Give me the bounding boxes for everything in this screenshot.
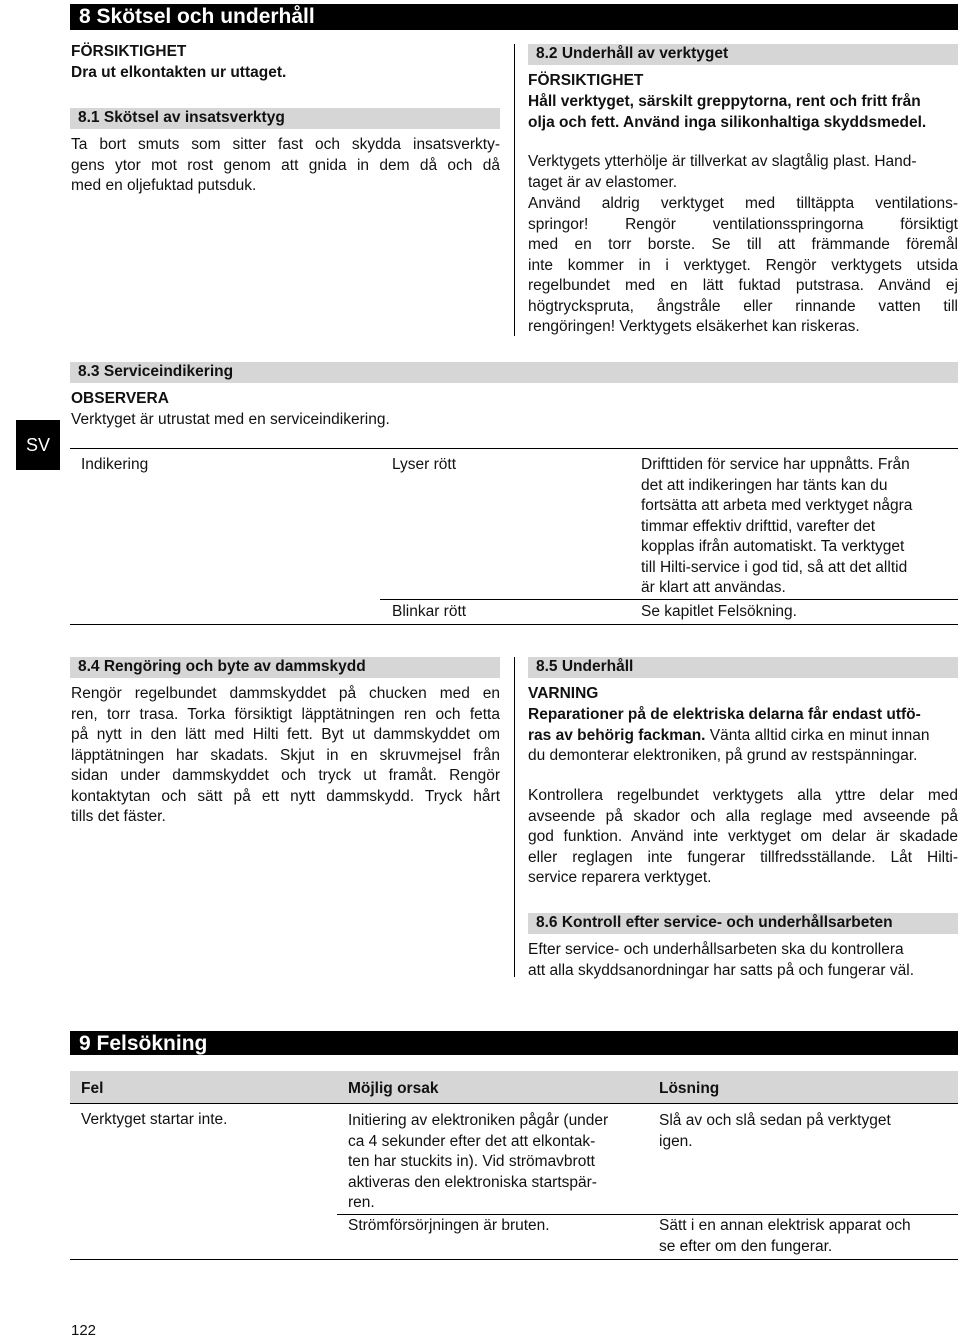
warning-bold-fragment: ras av behörig fackman. xyxy=(528,726,706,744)
service-table-row-rule xyxy=(380,599,958,600)
section-9-title: 9 Felsökning xyxy=(70,1031,958,1055)
column-divider-lower xyxy=(514,657,515,977)
section-8-4-text: Rengör regelbundet dammskyddet på chucken med en ren, torr trasa. Torka försiktigt läpptätningen ren och fetta på nytt in den lätt med Hilti fett. Byt ut dammskyddet om läpptätningen har skadats. Skjut in en skruvmejsel från sidan under dammskyddet och tryck ut framåt. Rengör kontaktytan och sätt på ett nytt dammskydd. Tryck hårt tills det fäster. xyxy=(71,685,500,825)
row-1-fault: Verktyget startar inte. xyxy=(81,1111,228,1128)
warning-rest-fragment: Vänta alltid cirka en minut innan xyxy=(705,726,930,744)
row-1-solution: Slå av och slå sedan på verktyget igen. xyxy=(659,1112,891,1150)
troubleshooting-header-row xyxy=(70,1071,958,1103)
service-row-1-description: Drifttiden för service har uppnåtts. Från det att indikeringen har tänts kan du fortsätta att arbeta med verktyget några timmar effektiv drifttid, varefter det kopplas ifrån automatiskt. Ta verktyget till Hilti-service i god tid, så att det alltid är klart att användas. xyxy=(641,456,913,596)
section-8-4-title: 8.4 Rengöring och byte av dammskydd xyxy=(70,657,500,678)
row-2-cause: Strömförsörjningen är bruten. xyxy=(348,1217,550,1234)
troubleshooting-row-rule xyxy=(337,1214,958,1215)
service-table-bottom-rule xyxy=(70,624,958,625)
section-8-1-title: 8.1 Skötsel av insatsverktyg xyxy=(70,108,500,129)
header-cause: Möjlig orsak xyxy=(348,1080,439,1097)
section-8-1-text: Ta bort smuts som sitter fast och skydda insatsverkty- gens ytor mot rost genom att gnida in dem då och då med en oljefuktad putsduk. xyxy=(71,136,500,194)
section-8-2-para2: Använd aldrig verktyget med tilltäppta ventilations- springor! Rengör ventilationsspringorna försiktigt med en torr borste. Se till att främmande föremål inte kommer in i verktyget. Rengör verktygets utsida regelbundet med en lätt fuktad putstrasa. Använd ej högtryckspruta, ångstråle eller rinnande vatten till rengöringen! Verktygets elsäkerhet kan riskeras. xyxy=(528,195,958,335)
section-8-3-title: 8.3 Serviceindikering xyxy=(70,362,958,383)
section-8-2-title: 8.2 Underhåll av verktyget xyxy=(528,44,958,65)
section-8-5-title: 8.5 Underhåll xyxy=(528,657,958,678)
language-tab: SV xyxy=(16,420,60,470)
service-row-1-state: Lyser rött xyxy=(392,456,457,473)
section-8-6-text: Efter service- och underhållsarbeten ska du kontrollera att alla skyddsanordningar har satts på och fungerar väl. xyxy=(528,941,915,979)
section-8-6-title: 8.6 Kontroll efter service- och underhållsarbeten xyxy=(528,913,958,934)
section-8-2-bold-text: Håll verktyget, särskilt greppytorna, rent och fritt från olja och fett. Använd inga silikonhaltiga skyddsmedel. xyxy=(528,93,927,131)
service-row-2-description: Se kapitlet Felsökning. xyxy=(641,603,797,620)
section-8-5-para2: Kontrollera regelbundet verktygets alla yttre delar med avseende på skador och alla reglage med avseende på god funktion. Använd inte verktyget om delar är skadade eller reglagen inte fungerar tillfredsställande. Låt Hilti- service reparera verktyget. xyxy=(528,787,958,886)
caution-heading: FÖRSIKTIGHET xyxy=(71,43,187,60)
section-8-2-caution: FÖRSIKTIGHET xyxy=(528,72,644,89)
section-8-5-warning: VARNING xyxy=(528,685,599,702)
page-number: 122 xyxy=(71,1322,97,1339)
service-row-2-state: Blinkar rött xyxy=(392,603,467,620)
header-solution: Lösning xyxy=(659,1080,720,1097)
section-8-3-note: OBSERVERA xyxy=(71,390,169,407)
caution-text: Dra ut elkontakten ur uttaget. xyxy=(71,64,287,81)
service-table-top-rule xyxy=(70,448,958,449)
column-divider xyxy=(514,44,515,336)
row-1-cause: Initiering av elektroniken pågår (under ca 4 sekunder efter det att elkontak- ten har stuckits in). Vid strömavbrott aktiveras den elektroniska startspär- ren. xyxy=(348,1112,609,1211)
section-8-3-text: Verktyget är utrustat med en serviceindikering. xyxy=(71,411,390,428)
troubleshooting-bottom-rule xyxy=(70,1259,958,1260)
row-2-solution: Sätt i en annan elektrisk apparat och se efter om den fungerar. xyxy=(659,1217,911,1255)
service-table-col1: Indikering xyxy=(81,456,149,473)
section-8-5-text: Reparationer på de elektriska delarna får endast utfö- ras av behörig fackman. Vänta alltid cirka en minut innan du demonterar elektroniken, på grund av restspänningar. xyxy=(528,706,930,764)
header-fault: Fel xyxy=(81,1080,104,1097)
section-8-title: 8 Skötsel och underhåll xyxy=(70,4,958,30)
troubleshooting-header-rule xyxy=(70,1103,958,1104)
section-8-2-para1: Verktygets ytterhölje är tillverkat av slagtålig plast. Hand- taget är av elastomer. xyxy=(528,153,917,191)
